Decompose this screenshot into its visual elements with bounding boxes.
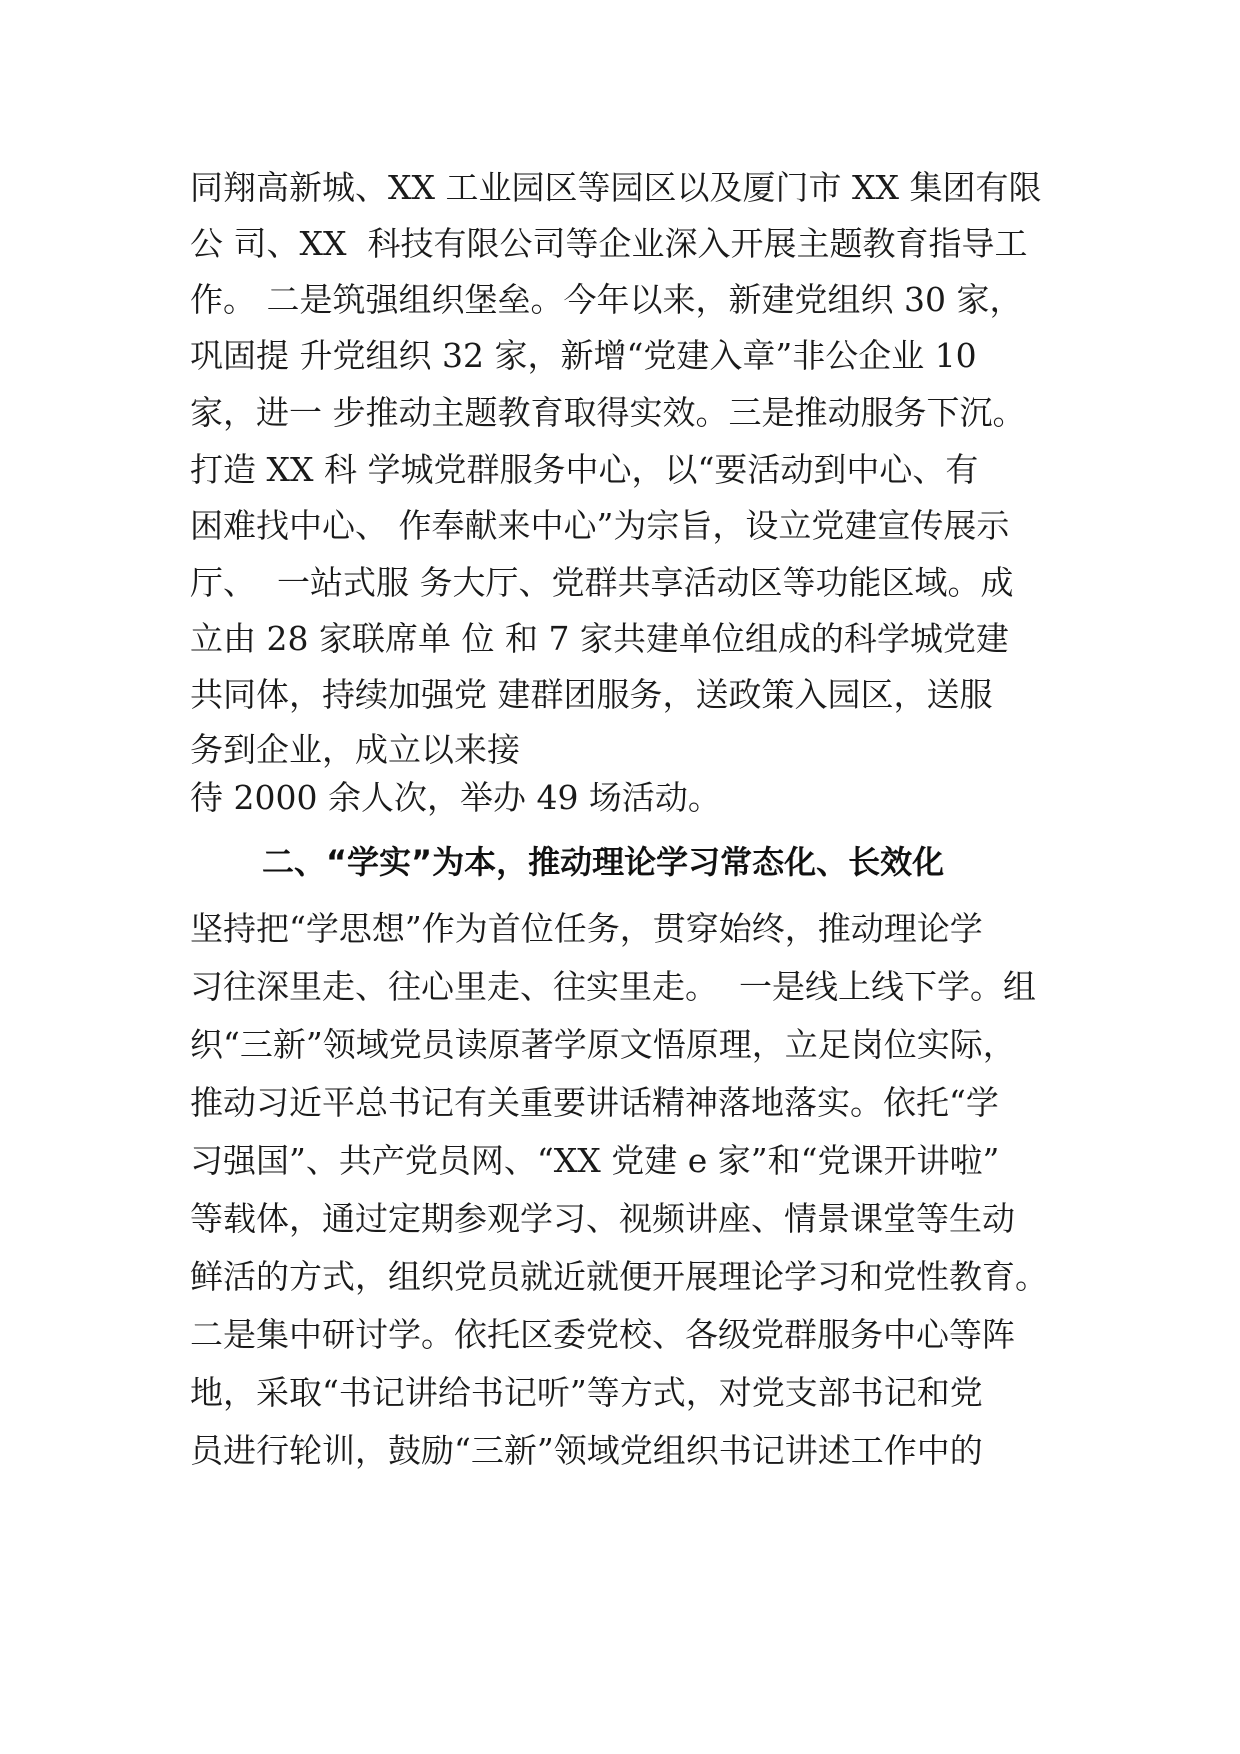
paragraph-line: 立由 28 家联席单 位 和 7 家共建单位组成的科学城党建 [190, 619, 1009, 658]
paragraph-line: 困难找中心、 作奉献来中心”为宗旨，设立党建宣传展示 [190, 506, 1010, 545]
paragraph-line: 待 2000 余人次，举办 49 场活动。 [190, 778, 721, 817]
paragraph-line: 家，进一 步推动主题教育取得实效。三是推动服务下沉。 [190, 393, 1026, 432]
paragraph-line: 习强国”、共产党员网、“XX 党建 e 家”和“党课开讲啦” [190, 1141, 1000, 1180]
paragraph-line: 推动习近平总书记有关重要讲话精神落地落实。依托“学 [190, 1083, 999, 1122]
paragraph-line: 公 司、XX 科技有限公司等企业深入开展主题教育指导工 [190, 224, 1028, 263]
paragraph-line: 坚持把“学思想”作为首位任务，贯穿始终，推动理论学 [190, 909, 983, 948]
paragraph-line: 织“三新”领域党员读原著学原文悟原理，立足岗位实际， [190, 1025, 1016, 1064]
paragraph-line: 务到企业，成立以来接 [190, 730, 520, 769]
paragraph-line: 共同体，持续加强党 建群团服务，送政策入园区，送服 [190, 675, 993, 714]
paragraph-line: 同翔高新城、XX 工业园区等园区以及厦门市 XX 集团有限 [190, 168, 1042, 207]
paragraph-line: 作。 二是筑强组织堡垒。今年以来，新建党组织 30 家， [190, 280, 1023, 319]
paragraph-line: 巩固提 升党组织 32 家，新增“党建入章”非公企业 10 [190, 336, 977, 375]
section-heading: 二、“学实”为本，推动理论学习常态化、长效化 [262, 843, 945, 881]
paragraph-line: 地，采取“书记讲给书记听”等方式，对党支部书记和党 [190, 1373, 983, 1412]
paragraph-line: 打造 XX 科 学城党群服务中心，以“要活动到中心、有 [190, 450, 979, 489]
paragraph-line: 二是集中研讨学。依托区委党校、各级党群服务中心等阵 [190, 1315, 1015, 1354]
paragraph-line: 习往深里走、往心里走、往实里走。 一是线上线下学。组 [190, 967, 1036, 1006]
paragraph-line: 等载体，通过定期参观学习、视频讲座、情景课堂等生动 [190, 1199, 1015, 1238]
paragraph-line: 员进行轮训，鼓励“三新”领域党组织书记讲述工作中的 [190, 1431, 983, 1470]
paragraph-line: 厅、 一站式服 务大厅、党群共享活动区等功能区域。成 [190, 563, 1014, 602]
paragraph-line: 鲜活的方式，组织党员就近就便开展理论学习和党性教育。 [190, 1257, 1048, 1296]
